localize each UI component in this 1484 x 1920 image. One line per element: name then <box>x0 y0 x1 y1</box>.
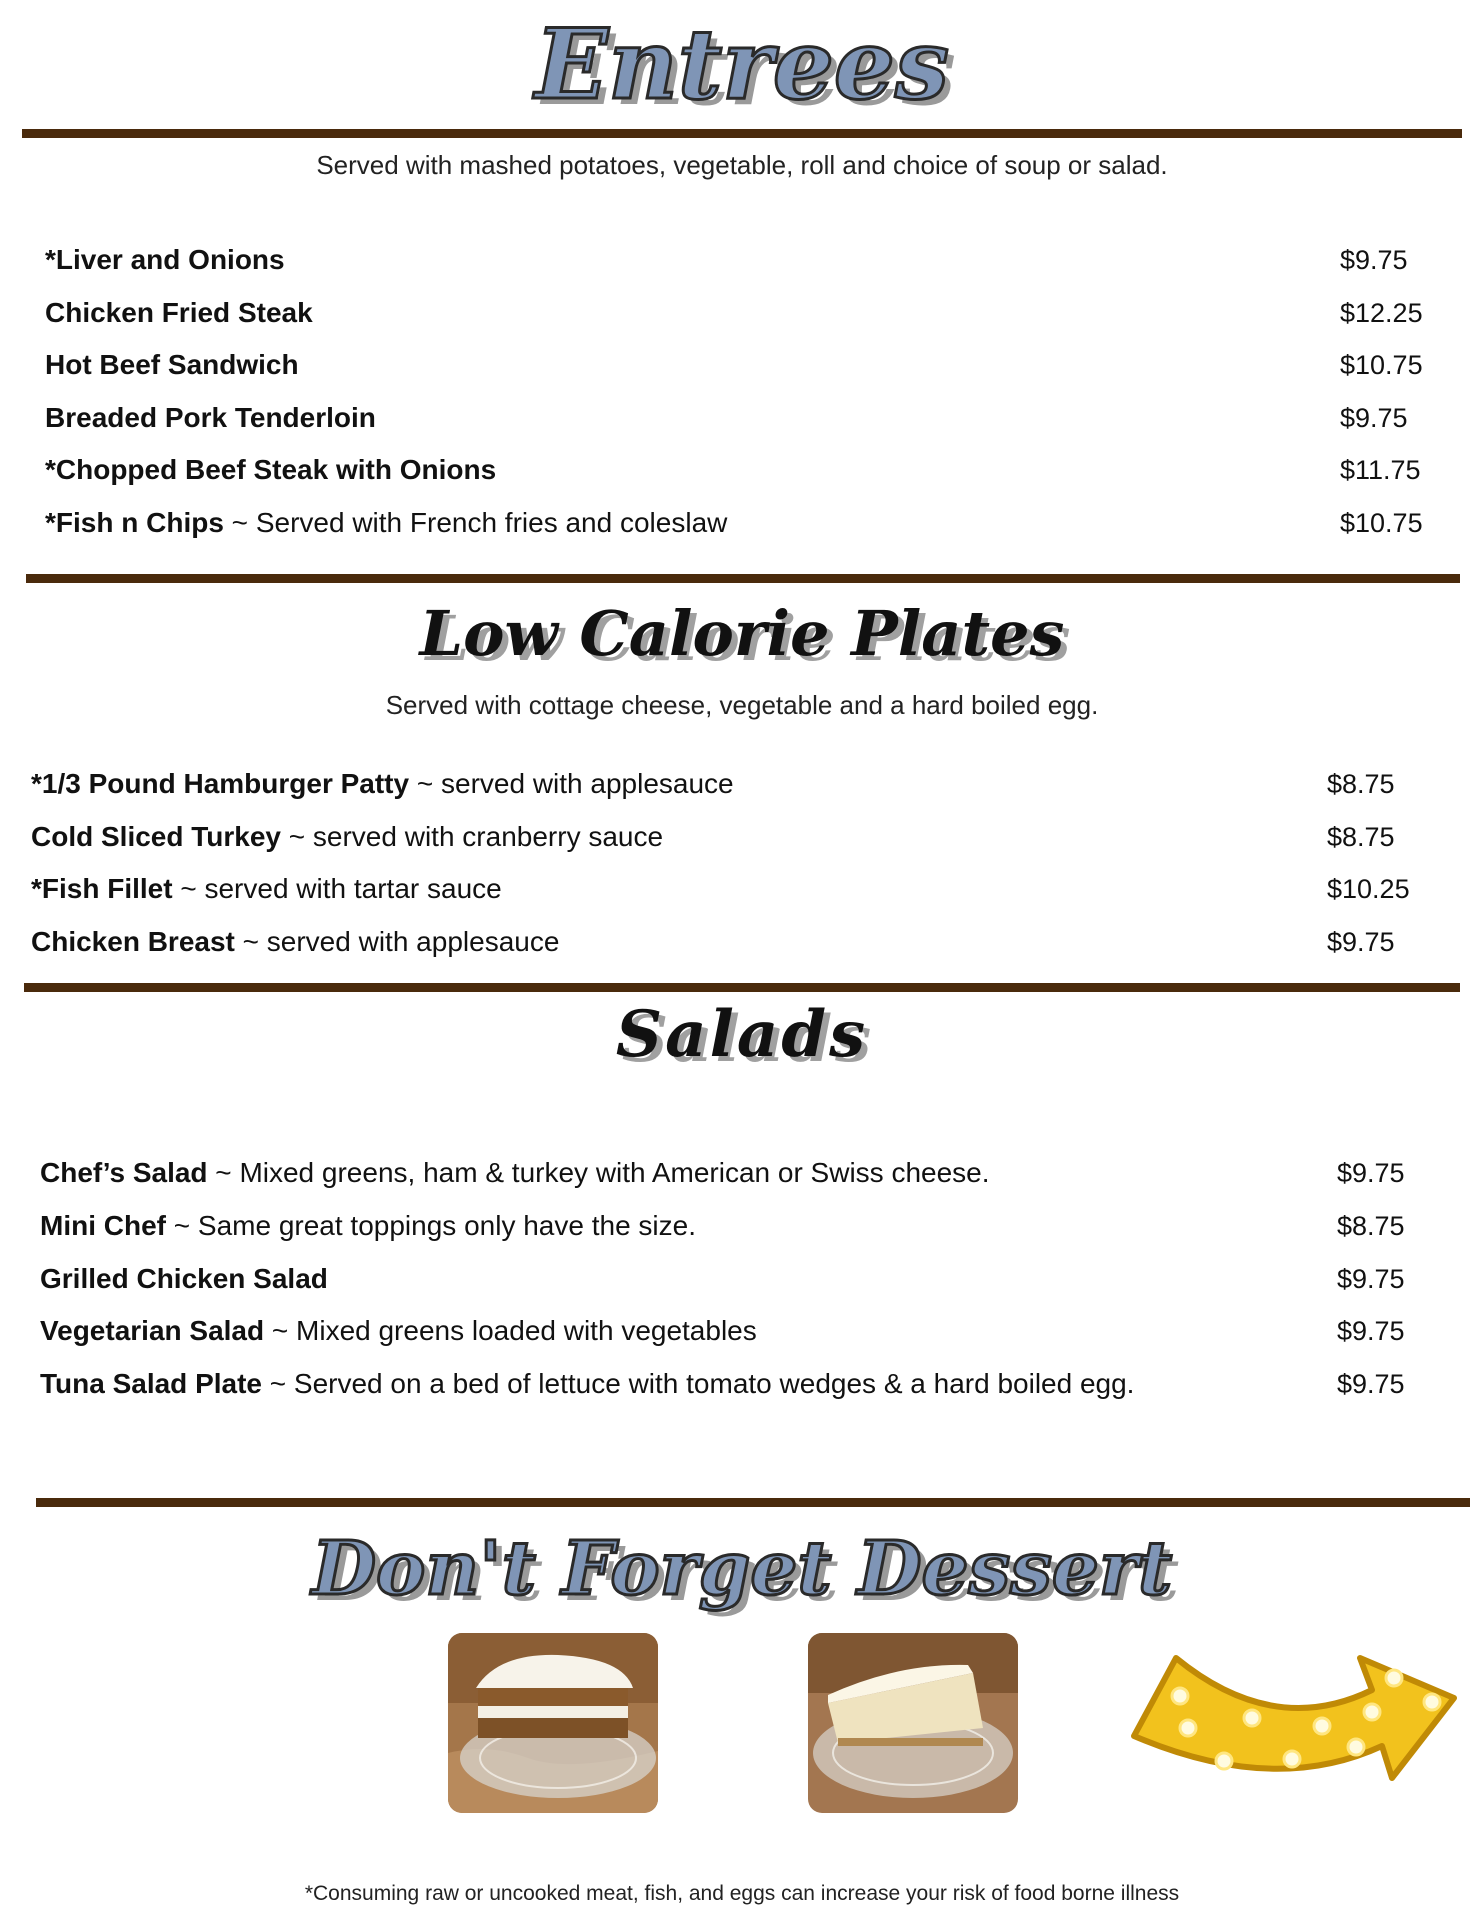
menu-item-name-row <box>40 1315 757 1347</box>
menu-item-name: *Fish n Chips <box>45 507 224 538</box>
menu-item-name: *Chopped Beef Steak with Onions <box>45 454 497 485</box>
low-calorie-subtitle: Served with cottage cheese, vegetable and a hard boiled egg. <box>385 690 1099 720</box>
menu-item-name-row <box>40 1157 990 1189</box>
menu-item-desc: ~ Mixed greens loaded with vegetables <box>264 1315 757 1346</box>
menu-item-name: *Liver and Onions <box>45 244 285 275</box>
menu-item-name-row <box>31 821 663 853</box>
entrees-bottom-rule <box>26 574 1460 583</box>
menu-item-desc: ~ served with cranberry sauce <box>281 821 664 852</box>
menu-item-desc: ~ Same great toppings only have the size. <box>166 1210 696 1241</box>
menu-item-name: Chef’s Salad <box>40 1157 208 1188</box>
salads-title: Salads <box>615 997 869 1072</box>
menu-item-price: $9.75 <box>1337 1158 1405 1188</box>
menu-item-desc: ~ Mixed greens, ham & turkey with American or Swiss cheese. <box>207 1157 990 1188</box>
entrees-top-rule <box>22 129 1462 138</box>
menu-item-price: $10.25 <box>1327 874 1410 904</box>
entrees-subtitle: Served with mashed potatoes, vegetable, roll and choice of soup or salad. <box>316 150 1168 180</box>
carrot-cake-photo <box>448 1633 658 1813</box>
menu-item-price: $10.75 <box>1340 350 1423 380</box>
menu-item-desc: ~ served with applesauce <box>409 768 734 799</box>
menu-item-name: Cold Sliced Turkey <box>31 821 281 852</box>
menu-item-price: $9.75 <box>1340 403 1408 433</box>
menu-item-price: $9.75 <box>1327 927 1395 957</box>
menu-item-name-row <box>40 1368 1134 1400</box>
menu-item-name: Hot Beef Sandwich <box>45 349 299 380</box>
menu-item-desc: ~ served with applesauce <box>234 926 560 957</box>
menu-item-price: $9.75 <box>1337 1264 1405 1294</box>
menu-item-name-row <box>45 507 727 539</box>
menu-item-name-row <box>31 873 502 905</box>
menu-item-name: Vegetarian Salad <box>40 1315 265 1346</box>
low-calorie-title: Low Calorie Plates <box>419 597 1065 670</box>
menu-item-name-row <box>45 297 313 329</box>
menu-item-price: $9.75 <box>1337 1369 1405 1399</box>
menu-item-name-row <box>45 402 376 434</box>
salads-bottom-rule <box>36 1498 1470 1507</box>
menu-item-name: Breaded Pork Tenderloin <box>45 402 376 433</box>
menu-item-price: $8.75 <box>1337 1211 1405 1241</box>
menu-item-name: Chicken Breast <box>31 926 235 957</box>
cheesecake-photo <box>808 1633 1018 1813</box>
menu-item-name: *1/3 Pound Hamburger Patty <box>31 768 410 799</box>
menu-item-name: Grilled Chicken Salad <box>40 1263 328 1294</box>
menu-item-price: $9.75 <box>1340 245 1408 275</box>
menu-item-price: $8.75 <box>1327 822 1395 852</box>
menu-item-name-row <box>45 454 496 486</box>
menu-item-desc: ~ Served on a bed of lettuce with tomato wedges & a hard boiled egg. <box>262 1368 1135 1399</box>
marquee-arrow-icon <box>1124 1628 1464 1808</box>
menu-item-name-row <box>31 926 559 958</box>
footer-disclaimer: *Consuming raw or uncooked meat, fish, and eggs can increase your risk of food borne illness <box>304 1882 1180 1905</box>
menu-item-desc: ~ Served with French fries and coleslaw <box>223 507 728 538</box>
dessert-title: Don't Forget Dessert <box>311 1526 1173 1612</box>
menu-item-name: Mini Chef <box>40 1210 166 1241</box>
menu-item-name: Tuna Salad Plate <box>40 1368 262 1399</box>
menu-item-name-row <box>40 1210 696 1242</box>
menu-item-desc: ~ served with tartar sauce <box>172 873 502 904</box>
menu-item-price: $10.75 <box>1340 508 1423 538</box>
menu-item-price: $12.25 <box>1340 298 1423 328</box>
menu-item-price: $8.75 <box>1327 769 1395 799</box>
menu-item-name-row <box>45 244 285 276</box>
menu-item-price: $11.75 <box>1340 455 1421 485</box>
menu-item-name-row <box>45 349 299 381</box>
menu-item-price: $9.75 <box>1337 1316 1405 1346</box>
low-calorie-bottom-rule <box>24 983 1460 992</box>
menu-item-name-row <box>31 768 734 800</box>
entrees-title: Entrees <box>534 8 950 121</box>
menu-item-name-row <box>40 1263 328 1295</box>
menu-item-name: Chicken Fried Steak <box>45 297 313 328</box>
menu-item-name: *Fish Fillet <box>31 873 173 904</box>
